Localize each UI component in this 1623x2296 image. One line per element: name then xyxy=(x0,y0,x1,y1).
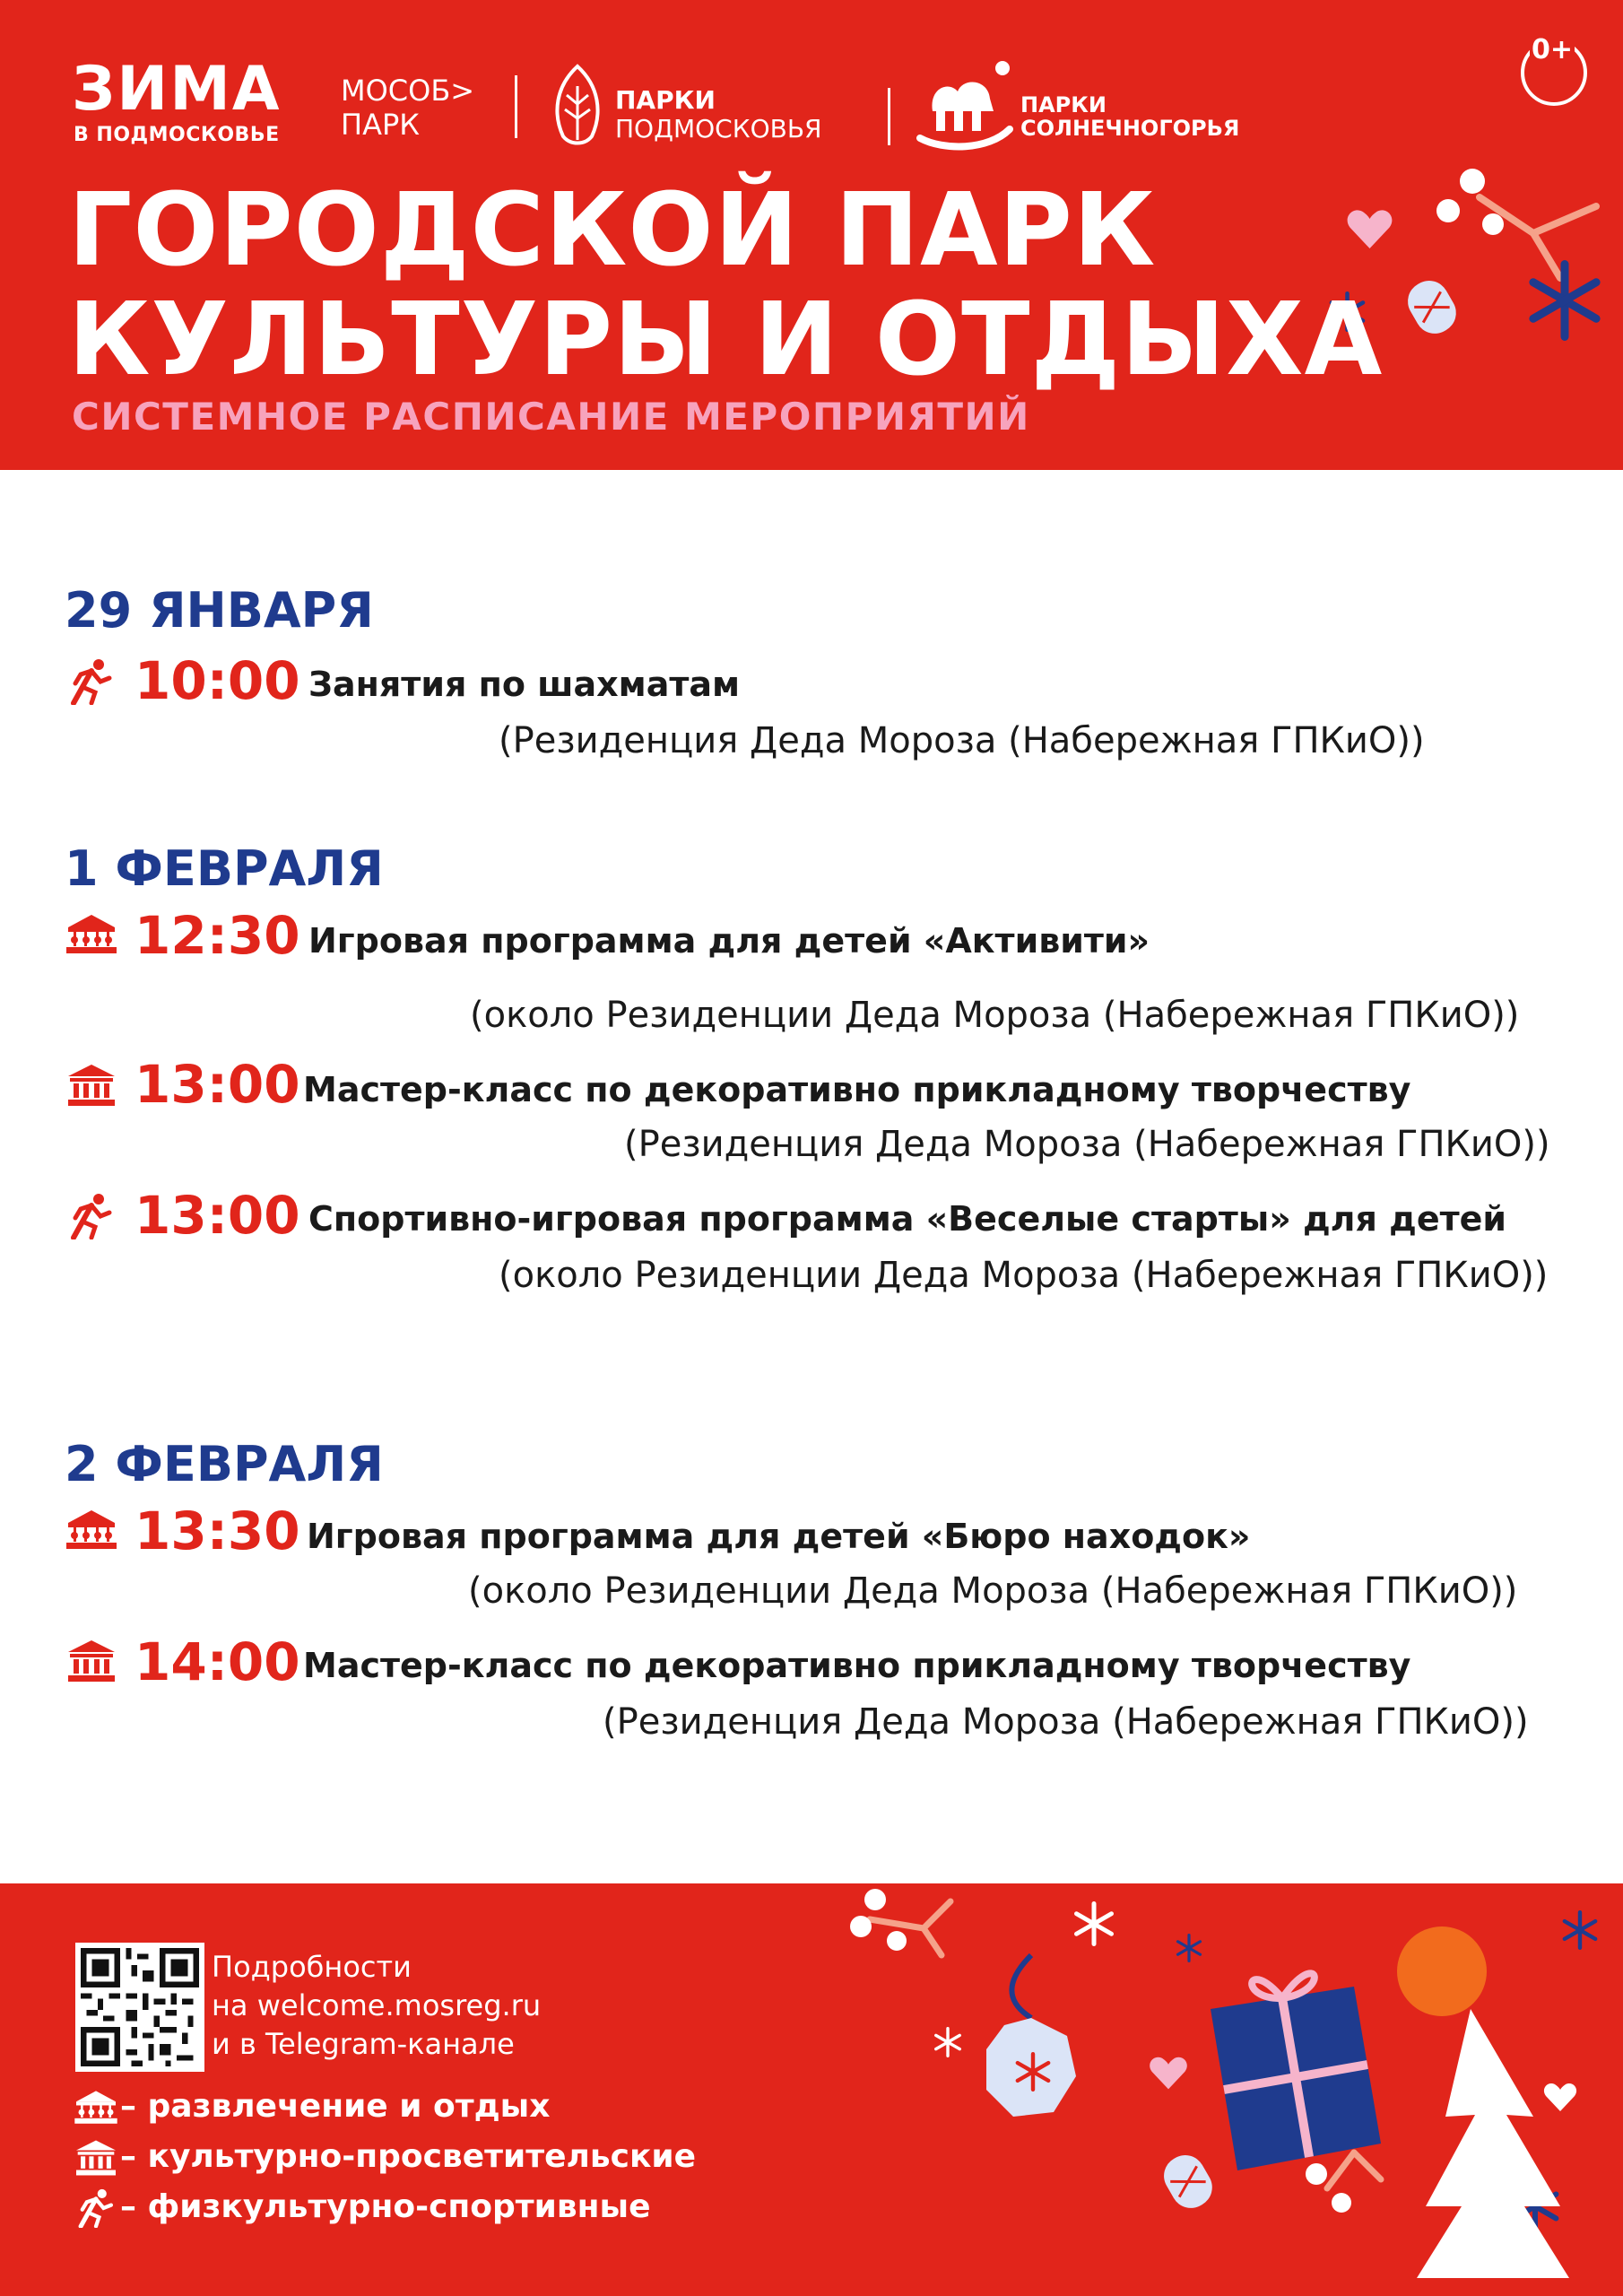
event-location: (около Резиденции Деда Мороза (Набережная ГПКиО)) xyxy=(468,1570,1518,1612)
carousel-icon xyxy=(65,1507,118,1553)
event-time: 12:30 xyxy=(135,905,300,966)
running-person-icon xyxy=(65,658,118,705)
details-info xyxy=(212,1948,541,2064)
schedule-date: 2 ФЕВРАЛЯ xyxy=(65,1436,384,1492)
mosobpark-logo-line2: ПАРК xyxy=(341,108,420,142)
legend-item-entertainment xyxy=(72,2088,550,2127)
mosobpark-logo xyxy=(341,74,474,142)
details-line3: и в Telegram-канале xyxy=(212,2027,515,2061)
event-title: Мастер-класс по декоративно прикладному творчеству xyxy=(303,1646,1411,1685)
event-location: (около Резиденции Деда Мороза (Набережная ГПКиО)) xyxy=(470,995,1520,1036)
event-title: Занятия по шахматам xyxy=(308,665,741,704)
event-location: (Резиденция Деда Мороза (Набережная ГПКиО)) xyxy=(499,720,1425,761)
legend-text: – развлечение и отдых xyxy=(120,2088,551,2125)
schedule-date: 1 ФЕВРАЛЯ xyxy=(65,840,384,897)
running-person-icon xyxy=(72,2188,120,2228)
qr-code[interactable] xyxy=(75,1943,204,2072)
event-title: Мастер-класс по декоративно прикладному творчеству xyxy=(303,1070,1411,1109)
event-time: 13:30 xyxy=(135,1500,300,1561)
page-title xyxy=(68,172,1384,398)
parki-logo-line1: ПАРКИ xyxy=(615,85,716,115)
museum-icon xyxy=(72,2138,120,2178)
legend-text: – физкультурно-спортивные xyxy=(120,2188,651,2225)
event-title: Игровая программа для детей «Бюро находок» xyxy=(307,1517,1251,1556)
event-time: 14:00 xyxy=(135,1631,300,1692)
gifts-decoration-icon xyxy=(843,1883,1623,2296)
carousel-icon xyxy=(65,911,118,958)
logo-divider xyxy=(888,88,890,145)
solnech-logo-line2: СОЛНЕЧНОГОРЬЯ xyxy=(1020,116,1240,141)
parki-podmoskovya-emblem-icon xyxy=(547,59,608,149)
page-title-line1: ГОРОДСКОЙ ПАРК xyxy=(68,172,1157,289)
age-rating: 0+ xyxy=(1532,34,1574,65)
details-line1: Подробности xyxy=(212,1950,412,1984)
museum-icon xyxy=(65,1062,118,1109)
event-title: Спортивно-игровая программа «Веселые старты» для детей xyxy=(308,1199,1507,1239)
parki-solnechnogorya-emblem-icon xyxy=(916,57,1013,151)
museum-icon xyxy=(65,1638,118,1684)
legend-item-cultural xyxy=(72,2138,696,2178)
details-link[interactable]: на welcome.mosreg.ru xyxy=(212,1988,542,2022)
solnech-logo-line1: ПАРКИ xyxy=(1020,92,1107,117)
parki-logo-line2: ПОДМОСКОВЬЯ xyxy=(615,114,822,144)
page-title-line2: КУЛЬТУРЫ И ОТДЫХА xyxy=(68,282,1384,398)
brand-logo-title: ЗИМА xyxy=(72,54,282,125)
event-time: 10:00 xyxy=(135,650,300,711)
carousel-icon xyxy=(72,2088,120,2127)
schedule-date: 29 ЯНВАРЯ xyxy=(65,582,374,639)
brand-logo-subtitle: В ПОДМОСКОВЬЕ xyxy=(74,124,280,146)
event-time: 13:00 xyxy=(135,1185,300,1246)
event-location: (Резиденция Деда Мороза (Набережная ГПКиО)) xyxy=(603,1701,1529,1743)
event-title: Игровая программа для детей «Активити» xyxy=(308,921,1150,961)
parki-podmoskovya-logo xyxy=(615,86,822,144)
page-subtitle: СИСТЕМНОЕ РАСПИСАНИЕ МЕРОПРИЯТИЙ xyxy=(72,395,1030,439)
event-location: (около Резиденции Деда Мороза (Набережная ГПКиО)) xyxy=(499,1255,1549,1296)
legend-text: – культурно-просветительские xyxy=(120,2138,697,2175)
logo-divider xyxy=(515,75,517,138)
event-location: (Резиденция Деда Мороза (Набережная ГПКиО)) xyxy=(624,1124,1550,1165)
legend-item-sport xyxy=(72,2188,651,2228)
parki-solnechnogorya-logo xyxy=(1020,93,1239,140)
mosobpark-logo-line1: МОСОБ> xyxy=(341,74,475,108)
event-time: 13:00 xyxy=(135,1054,300,1115)
running-person-icon xyxy=(65,1193,118,1239)
